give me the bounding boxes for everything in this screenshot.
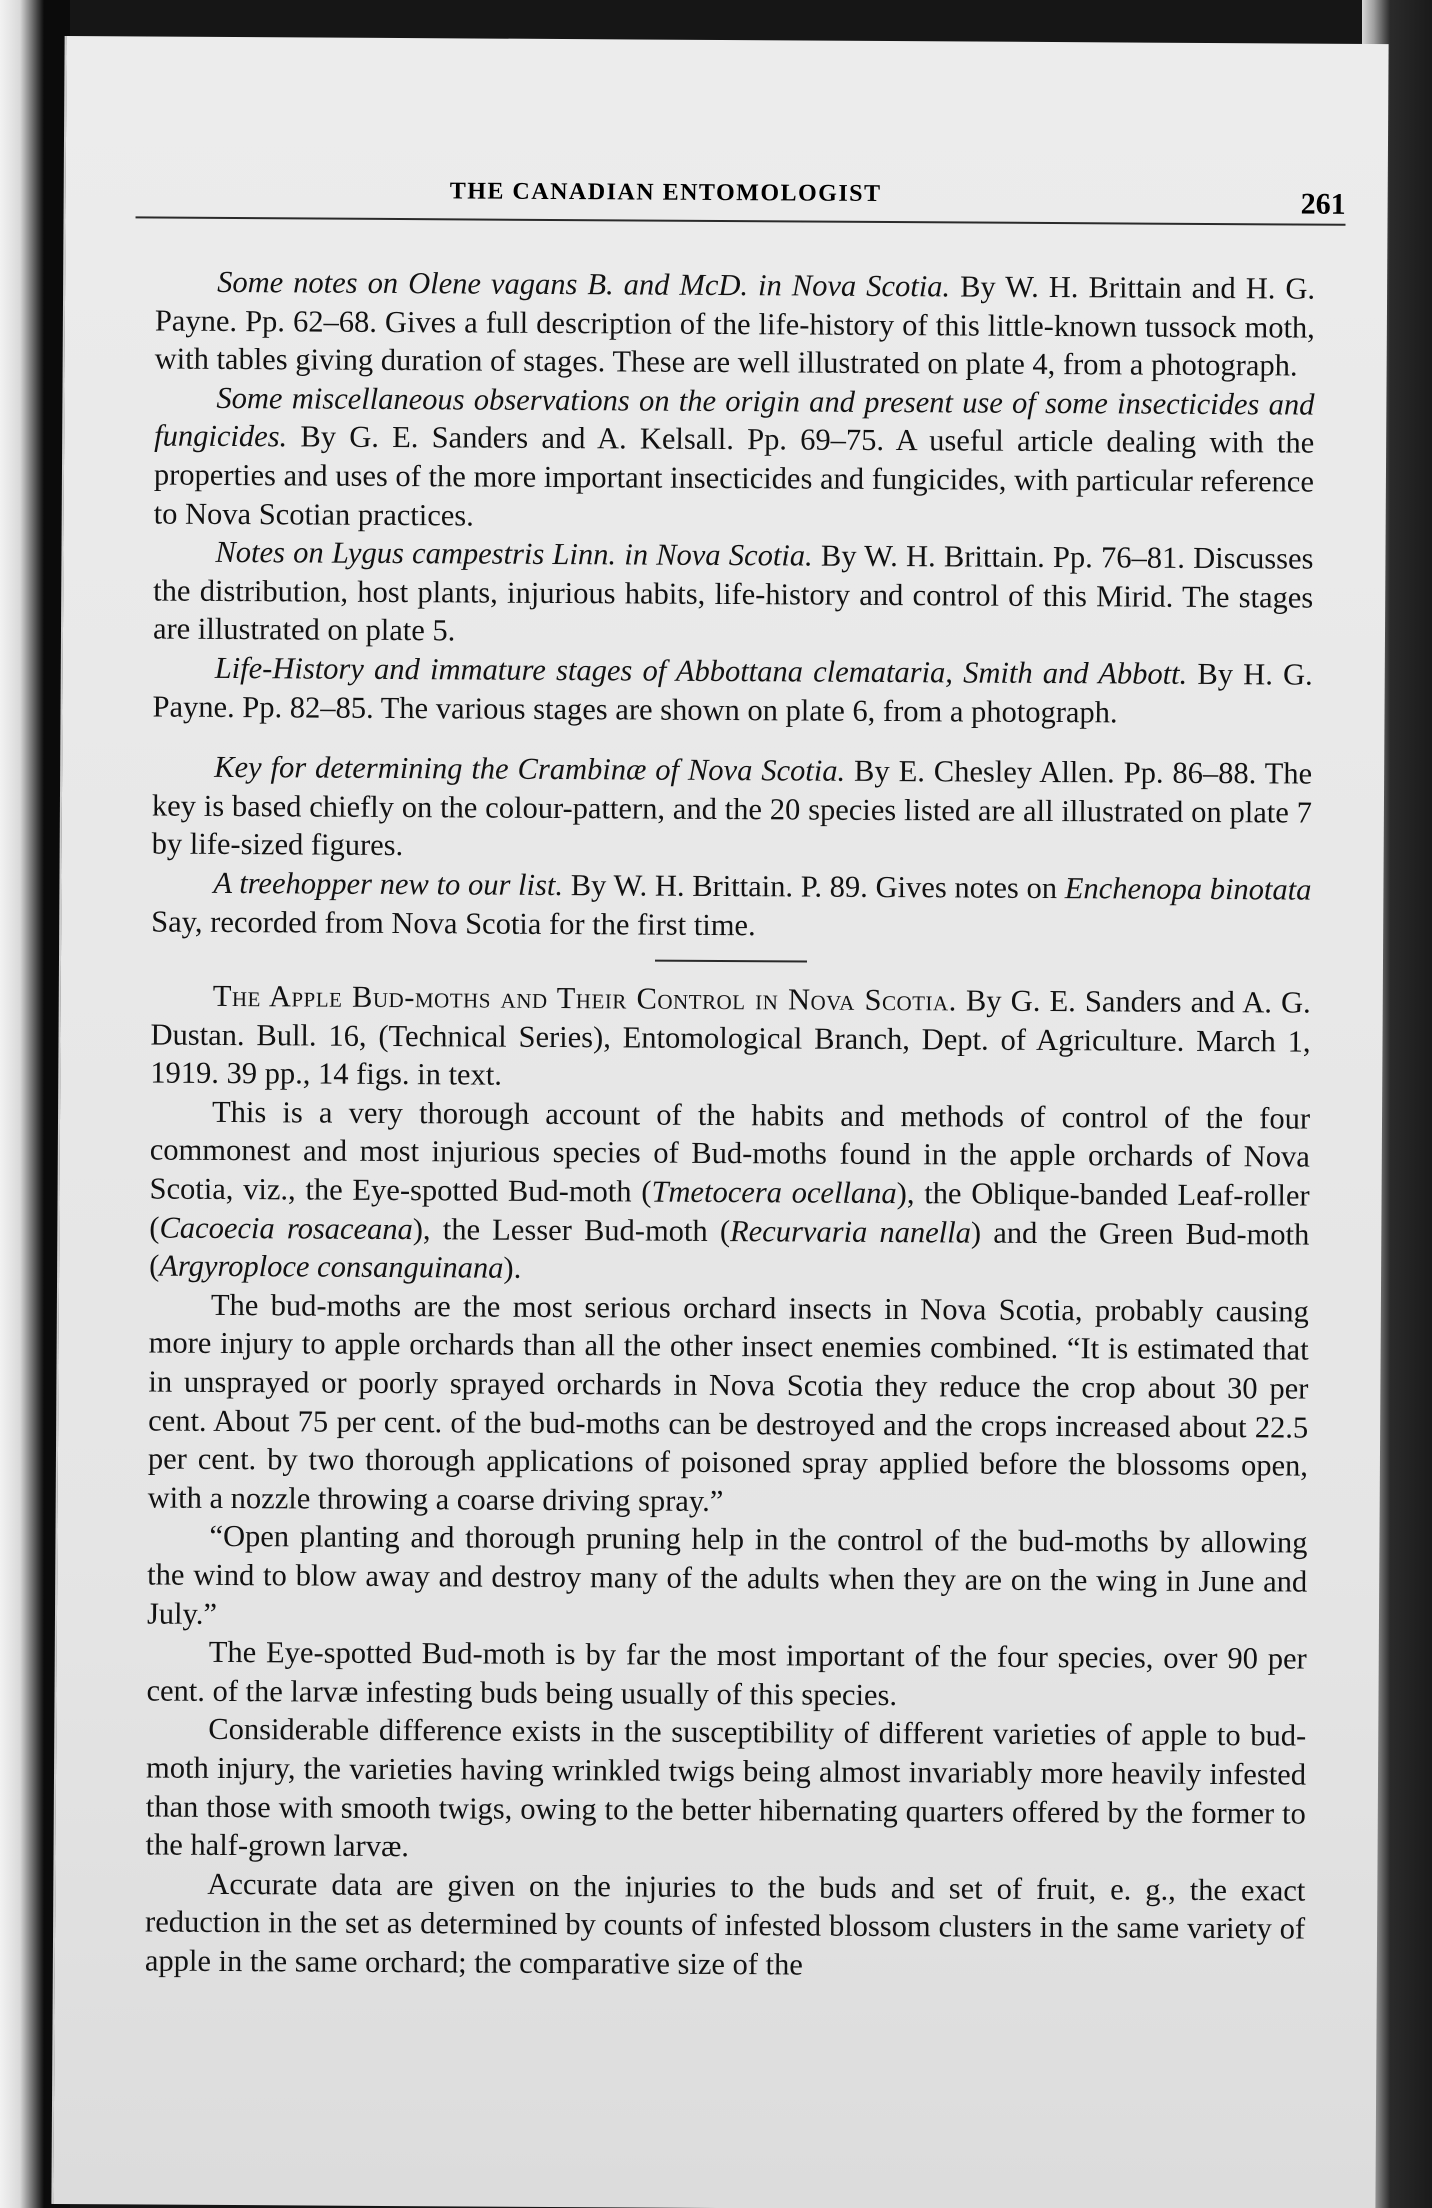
review-title: Life-History and immature stages of Abbottana clemataria, Smith and Abbott. xyxy=(214,650,1188,691)
body-paragraph: The bud-moths are the most serious orchard insects in Nova Scotia, probably causing more injury to apple orchards than all the other insect enemies combined. “It is estimated that in unsprayed or poorly sprayed orchards in Nova Scotia they reduce the crop about 30 per cent. About 75 per cent. of the bud-moths can be destroyed and the crops increased about 22.5 per cent. by two thorough applications of poisoned spray applied before the blossoms open, with a nozzle throwing a coarse driving spray.” xyxy=(147,1287,1309,1518)
review-entry xyxy=(154,378,1315,539)
review-title: Some notes on Olene vagans B. and McD. in Nova Scotia. xyxy=(217,264,951,304)
bulletin-citation: By G. E. Sanders and A. G. Dustan. Bull. 16, (Technical Series), Entomological Branch, Dept. of Agriculture. March 1, 1919. 39 pp., 14 figs. in text. xyxy=(150,983,1311,1092)
review-text: By E. Chesley Allen. Pp. 86–88. The key is based chiefly on the colour-pattern, and the 20 species listed are all illustrated on plate 7 by life-sized figures. xyxy=(151,753,1313,863)
species-name: Enchenopa binotata xyxy=(1064,871,1312,907)
review-entry xyxy=(153,533,1314,656)
species-name: Tmetocera ocellana xyxy=(651,1174,897,1211)
page-body xyxy=(145,263,1315,1988)
book-page xyxy=(51,36,1388,2208)
bulletin-heading xyxy=(150,977,1311,1100)
review-title: Some miscellaneous observations on the origin and present use of some insecticides and fungicides. xyxy=(154,380,1315,454)
review-entry xyxy=(152,648,1312,732)
paragraph-text: ), the Lesser Bud-moth ( xyxy=(412,1211,731,1248)
review-title: Key for determining the Crambinæ of Nova Scotia. xyxy=(214,750,846,788)
review-text-tail: Say, recorded from Nova Scotia for the first time. xyxy=(151,904,756,942)
review-title: A treehopper new to our list. xyxy=(213,865,564,902)
review-text: By W. H. Brittain and H. G. Payne. Pp. 62–68. Gives a full description of the life-history of this little-known tussock moth, with tables giving duration of stages. These are well illustrated on plate 4, from a photograph. xyxy=(154,269,1316,383)
header-rule xyxy=(136,216,1346,225)
body-paragraph: “Open planting and thorough pruning help in the control of the bud-moths by allowing the wind to blow away and destroy many of the adults when they are on the wing in June and July.” xyxy=(146,1519,1308,1631)
paragraph-text: This is a very thorough account of the habits and methods of control of the four commonest and most injurious species of Bud-moths found in the apple orchards of Nova Scotia, viz., the Eye-spotted Bud-moth ( xyxy=(149,1094,1311,1209)
body-paragraph: The Eye-spotted Bud-moth is by far the most important of the four species, over 90 per cent. of the larvæ infesting buds being usually of this species. xyxy=(146,1635,1307,1712)
review-text: By G. E. Sanders and A. Kelsall. Pp. 69–75. A useful article dealing with the properties and uses of the more important insecticides and fungicides, with particular reference to Nova Scotian practices. xyxy=(153,419,1315,533)
body-paragraph: Considerable difference exists in the susceptibility of different varieties of apple to bud-moth injury, the varieties having wrinkled twigs being almost invariably more heavily infested than those with smooth twigs, owing to the better hibernating quarters offered by the former to the half-grown larvæ. xyxy=(145,1712,1307,1864)
review-text: By W. H. Brittain. Pp. 76–81. Discusses the distribution, host plants, injurious habits, life-history and control of this Mirid. The stages are illustrated on plate 5. xyxy=(152,538,1314,648)
review-entry xyxy=(151,863,1311,947)
review-entry xyxy=(152,748,1313,871)
section-divider xyxy=(655,960,807,963)
review-text: By H. G. Payne. Pp. 82–85. The various stages are shown on plate 6, from a photograph. xyxy=(152,656,1313,729)
paragraph-text: ), the Oblique-banded Leaf-roller ( xyxy=(149,1176,1310,1245)
review-text: By W. H. Brittain. P. 89. Gives notes on xyxy=(562,867,1065,906)
page-header xyxy=(136,164,1346,223)
species-name: Recurvaria nanella xyxy=(729,1213,972,1250)
review-title: Notes on Lygus campestris Linn. in Nova Scotia. xyxy=(215,535,813,573)
review-entry xyxy=(155,263,1316,386)
bulletin-title: The Apple Bud-moths and Their Control in Nova Scotia. xyxy=(212,978,957,1018)
paragraph-text: ). xyxy=(503,1250,522,1286)
page-number: 261 xyxy=(1300,187,1346,221)
species-name: Argyroploce consanguinana xyxy=(159,1248,504,1285)
paragraph-text: ) and the Green Bud-moth ( xyxy=(149,1215,1310,1283)
body-paragraph: Accurate data are given on the injuries to the buds and set of fruit, e. g., the exact reduction in the set as determined by counts of infested blossom clusters in the same variety of apple in the same orchard; the comparative size of the xyxy=(144,1866,1306,1982)
species-paragraph xyxy=(149,1092,1310,1292)
species-name: Cacoecia rosaceana xyxy=(159,1210,413,1246)
running-title: THE CANADIAN ENTOMOLOGIST xyxy=(449,178,882,207)
